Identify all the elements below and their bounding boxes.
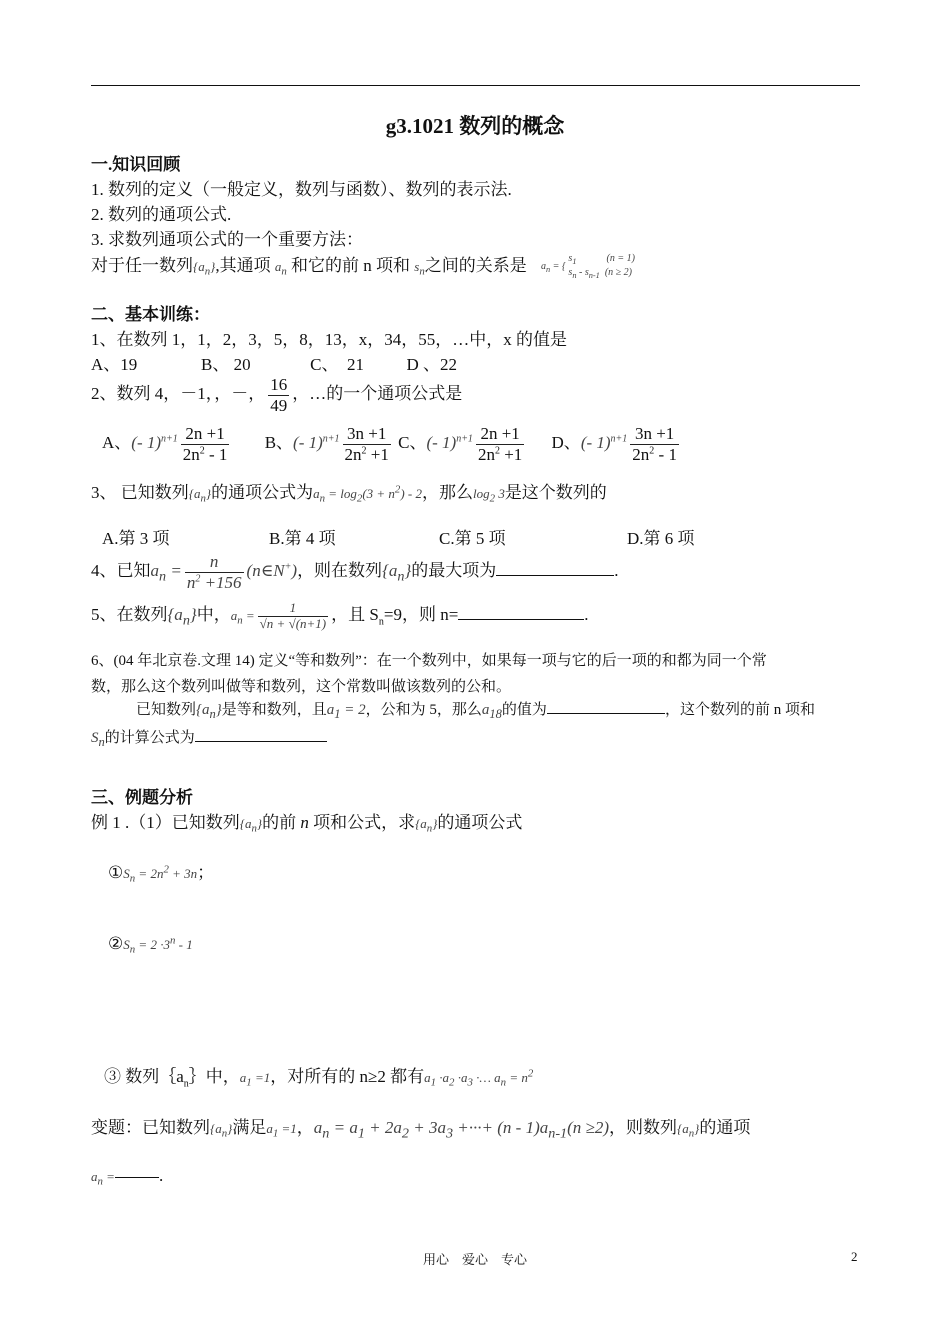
question-5: 5、在数列$\{a_n\}$中，$a_n$ = $\frac{1}{√n + √(n+1)}$ ，且 $S_n=9$，则 n= . (91, 599, 589, 631)
sum-symbol: $s_n$ (414, 259, 425, 278)
option-c: C、(- 1)$^{n+1}$ $\frac{2n +1}{2n^2 +1}$ (398, 424, 523, 464)
section-heading-3: 三、例题分析 (91, 788, 193, 807)
question-3-option-b: B.第 4 项 (269, 529, 336, 548)
text: 和它的前 n 项和 (291, 256, 410, 275)
question-2-options (102, 424, 682, 464)
question-1-options: A、19 B、 20 C、 21 D 、22 (91, 355, 457, 374)
question-4: 4、已知$a_n$ = $\frac{n}{n^2 +156}$ (n∈N+)，则在数列$\{a_n\}$的最大项为 . (91, 552, 619, 592)
relation-line (91, 251, 635, 281)
question-6-line-3: 已知数列$\{a_n\}$是等和数列，且$a_1 = 2$，公和为 5，那么$a_{18}$的值为 ，这个数列的前 n 项和 (136, 698, 815, 722)
question-3-option-c: C.第 5 项 (439, 529, 506, 548)
example-case-3: ③ 数列$\{a_n\}$中，$a_1 =1$，对所有的 n≥2 都有$a_1 \cdot a_2 \cdot a_3$ ·… $a_n = n^2$ (104, 1067, 534, 1090)
page-title: g3.1021 数列的概念 (385, 114, 565, 138)
text: 之间的关系是 (424, 256, 527, 275)
sequence-symbol: $\{a_n\}$ (193, 259, 216, 278)
example-case-2: $②S_n = 2 \cdot 3^n - 1$ (108, 934, 193, 956)
option-d: D、(- 1)$^{n+1}$ $\frac{3n +1}{2n^2 - 1}$ (551, 424, 677, 464)
page-number: 2 (851, 1249, 858, 1264)
question-6-line-1: 6、(04 年北京卷.文理 14) 定义“等和数列”：在一个数列中，如果每一项与它的后一项的和都为同一个常 (91, 653, 767, 669)
question-6-line-4: $S_n$的计算公式为 (91, 726, 327, 750)
question-3: 3、 已知数列$\{a_n\}$的通项公式为$a_n = \log_2(3 + n^2) - 2$，那么$\log_2 3$是这个数列的 (91, 483, 607, 505)
example-1: 例 1 .（1）已知数列$\{a_n\}$的前 n 项和公式，求$\{a_n\}$的通项公式 (91, 813, 523, 835)
question-3-option-a: A.第 3 项 (102, 529, 170, 548)
list-item: 2. 数列的通项公式. (91, 205, 232, 224)
question-3-option-d: D.第 6 项 (627, 529, 695, 548)
variant-problem: 变题：已知数列$\{a_n\}$满足$a_1 =1$，$a_n = a_1 + 2a_2 + 3a_3$ +···+ $(n - 1)a_{n-1}(n \ge 2)$，则数列$\{a_n\}$的通项 (91, 1118, 751, 1142)
header-rule (91, 85, 860, 86)
text: ,其通项 (215, 256, 271, 275)
footer-text: 用心 爱心 专心 (422, 1252, 527, 1267)
option-b: B、(- 1)$^{n+1}$ $\frac{3n +1}{2n^2 +1}$ (264, 424, 389, 464)
variant-answer: $a_n$ = . (91, 1166, 164, 1188)
question-1: 1、在数列 1，1，2，3，5，8，13，x，34，55，…中，x 的值是 (91, 330, 567, 349)
piecewise-formula: $a_n$ = { $s_1$ (n = 1) $s_n - s_{n-1}$ (n ≥ 2) (540, 253, 635, 281)
option-a: A、(- 1)$^{n+1}$ $\frac{2n +1}{2n^2 - 1}$ (102, 424, 228, 464)
question-6-line-2: 数，那么这个数列叫做等和数列，这个常数叫做该数列的公和。 (91, 679, 512, 695)
term-symbol: $a_n$ (274, 259, 287, 278)
list-item: 3. 求数列通项公式的一个重要方法： (91, 230, 363, 249)
list-item: 1. 数列的定义（一般定义，数列与函数）、数列的表示法. (91, 180, 512, 199)
section-heading-1: 一.知识回顾 (91, 155, 181, 174)
question-2: 2、数列 4，－1，，－， $\frac{16}{49}$ ，…的一个通项公式是 (91, 375, 463, 415)
example-case-1: $①S_n = 2n^2 + 3n$； (108, 863, 215, 885)
section-heading-2: 二、基本训练： (91, 305, 210, 324)
text: 对于任一数列 (91, 256, 193, 275)
